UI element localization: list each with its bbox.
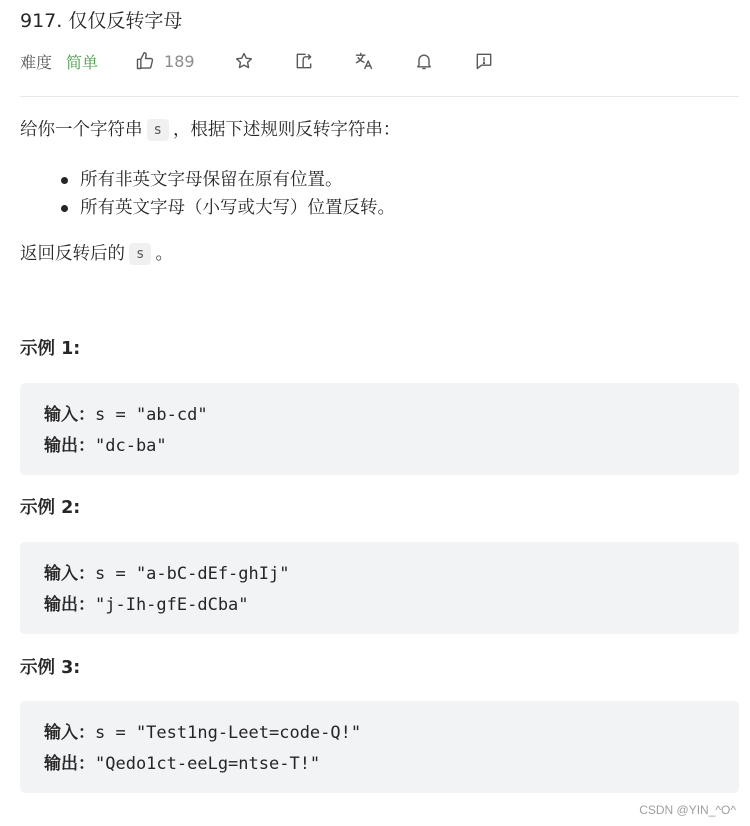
output-value: "dc-ba" [95,436,167,456]
example-output [44,431,739,462]
example-box [20,701,739,793]
input-value: s = "Test1ng-Leet=code-Q!" [95,723,362,743]
example-input [44,559,739,590]
example-box [20,383,739,475]
inline-code-s: s [147,119,169,141]
description-return [20,241,173,267]
input-label: 输入： [44,405,95,425]
example-box [20,542,739,634]
output-label: 输出： [44,754,95,774]
rules-list [80,166,395,222]
thumbs-up-icon [134,50,156,72]
difficulty-value: 简单 [66,52,99,72]
bell-icon[interactable] [413,50,435,72]
return-text-before: 返回反转后的 [20,244,125,264]
like-button[interactable] [134,50,195,72]
example-output [44,749,739,780]
output-value: "j-Ih-gfE-dCba" [95,595,249,615]
problem-title: 917. 仅仅反转字母 [20,10,183,32]
difficulty-label: 难度 [20,52,53,72]
input-value: s = "ab-cd" [95,405,208,425]
example-input [44,400,739,431]
like-count: 189 [164,51,195,71]
example-heading: 示例 3: [20,658,81,678]
watermark: CSDN @YIN_^O^ [639,803,736,817]
problem-meta-bar [20,48,495,74]
output-label: 输出： [44,595,95,615]
share-icon[interactable] [293,50,315,72]
output-label: 输出： [44,436,95,456]
rule-item: 所有英文字母（小写或大写）位置反转。 [80,194,395,222]
translate-icon[interactable] [353,50,375,72]
example-heading: 示例 1: [20,339,81,359]
example-input [44,718,739,749]
intro-text-before: 给你一个字符串 [20,120,143,140]
star-icon[interactable] [233,50,255,72]
return-text-after: 。 [155,244,173,264]
output-value: "Qedo1ct-eeLg=ntse-T!" [95,754,321,774]
intro-text-after: ，根据下述规则反转字符串： [172,120,401,140]
input-label: 输入： [44,564,95,584]
input-label: 输入： [44,723,95,743]
feedback-icon[interactable] [473,50,495,72]
description-intro [20,117,400,143]
inline-code-s: s [129,243,151,265]
example-heading: 示例 2: [20,498,81,518]
rule-item: 所有非英文字母保留在原有位置。 [80,166,395,194]
example-output [44,590,739,621]
header-divider [20,96,739,97]
input-value: s = "a-bC-dEf-ghIj" [95,564,290,584]
